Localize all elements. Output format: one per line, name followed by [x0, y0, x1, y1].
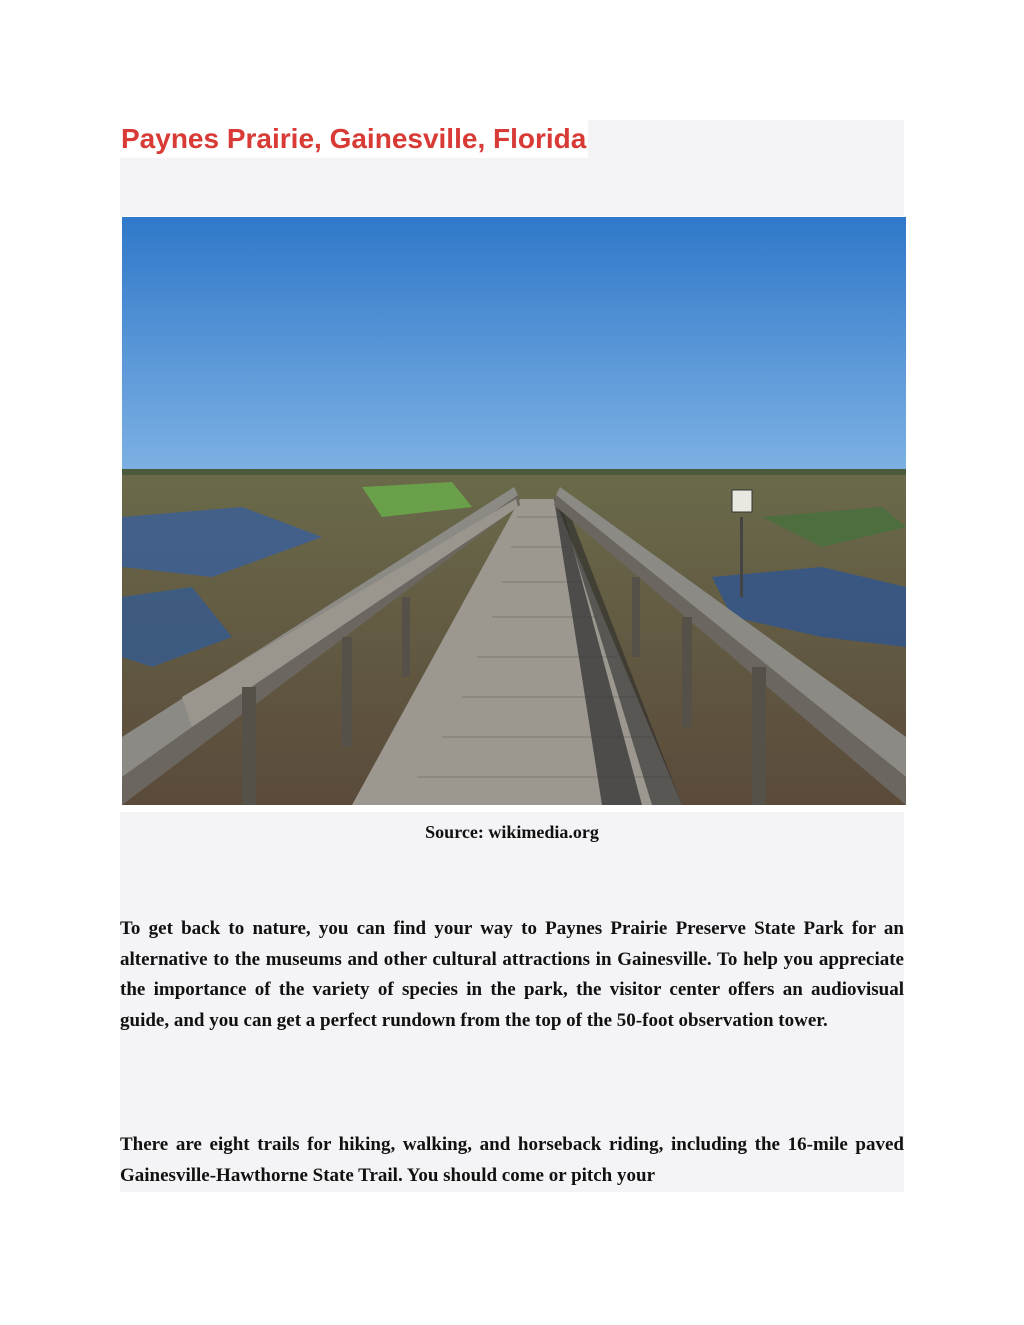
image-source-caption: Source: wikimedia.org	[425, 822, 599, 842]
paragraph-2: There are eight trails for hiking, walking, and horseback riding, including the 16-mile paved Gainesville-Hawthorne State Trail. You should come or pitch your	[120, 1134, 904, 1186]
paragraph-2-section	[120, 1130, 904, 1192]
title-section	[120, 120, 904, 216]
page-title: Paynes Prairie, Gainesville, Florida	[120, 120, 588, 158]
caption-section	[120, 812, 904, 914]
boardwalk-photo	[122, 217, 906, 805]
paragraph-1-section	[120, 914, 904, 1130]
paragraph-1: To get back to nature, you can find your way to Paynes Prairie Preserve State Park for an alternative to the museums and other cultural attractions in Gainesville. To help you appreciate the importance of the variety of species in the park, the visitor center offers an audiovisual guide, and you can get a perfect rundown from the top of the 50-foot observation tower.	[120, 918, 904, 1031]
